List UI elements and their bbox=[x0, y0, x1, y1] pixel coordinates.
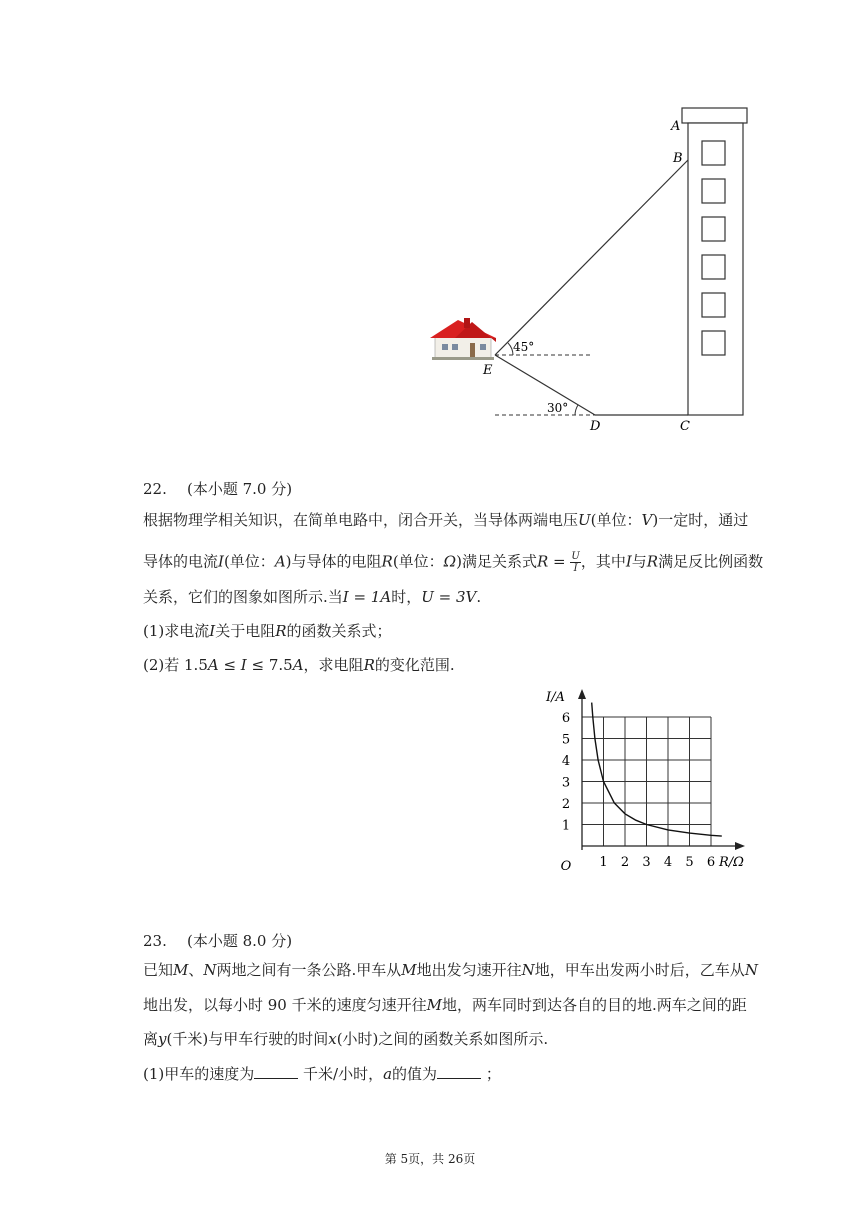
q22-text: ，求电阻 bbox=[303, 656, 364, 674]
q23-text: 离 bbox=[143, 1030, 159, 1048]
formula-r: R bbox=[536, 552, 549, 571]
q23-text: 的值为 bbox=[392, 1065, 438, 1083]
q23-text: ； bbox=[481, 1065, 501, 1083]
inequality: A ≤ I ≤ bbox=[207, 656, 269, 674]
q23-header bbox=[143, 930, 292, 951]
fraction-denominator: I bbox=[573, 563, 578, 574]
q23-text: 地出发，以每小时 90 千米的速度匀速开往 bbox=[143, 996, 427, 1014]
q23-line1-seg: M bbox=[173, 961, 189, 979]
line-eb bbox=[495, 160, 688, 355]
inverse-proportion-chart bbox=[540, 680, 765, 890]
answer-blank-a[interactable] bbox=[437, 1066, 481, 1079]
q22-text: (2)若 1.5 bbox=[143, 656, 208, 674]
var-r: R bbox=[363, 656, 375, 674]
formula-fraction bbox=[570, 551, 580, 574]
angle-arc-30 bbox=[575, 405, 578, 415]
q22-text: 满足反比例函数 bbox=[658, 552, 764, 571]
q22-text: 关于电阻 bbox=[215, 622, 276, 640]
q22-text: (单位： bbox=[392, 552, 444, 571]
label-d: D bbox=[590, 419, 601, 434]
place-m: M bbox=[426, 996, 442, 1014]
q22-text: . bbox=[476, 588, 482, 606]
angle-label-30: 30° bbox=[547, 401, 569, 415]
q22-text: )与导体的电阻 bbox=[285, 552, 382, 571]
q22-text: 与 bbox=[631, 552, 647, 571]
q23-sub1 bbox=[143, 1066, 501, 1082]
q22-text: 关系，它们的图象如图所示.当 bbox=[143, 588, 343, 606]
y-tick-label: 3 bbox=[561, 775, 571, 791]
answer-blank-speed[interactable] bbox=[254, 1066, 298, 1079]
y-tick-label: 6 bbox=[561, 711, 571, 726]
q22-text: (1)求电流 bbox=[143, 622, 210, 640]
y-axis-label: I/A bbox=[546, 690, 565, 705]
var-r: R bbox=[275, 622, 287, 640]
x-tick-label: 2 bbox=[620, 855, 630, 870]
q22-text: (单位： bbox=[590, 511, 642, 529]
label-e: E bbox=[483, 363, 493, 378]
x-tick-label: 1 bbox=[599, 855, 608, 870]
x-tick-label: 3 bbox=[642, 855, 651, 870]
y-tick-label: 5 bbox=[561, 732, 571, 748]
x-axis-arrow bbox=[735, 842, 745, 850]
formula-eq: = bbox=[548, 552, 571, 571]
var-r: R bbox=[381, 552, 393, 571]
var-r: R bbox=[646, 552, 659, 571]
var-y: y bbox=[158, 1030, 167, 1048]
y-axis-arrow bbox=[578, 689, 586, 699]
q22-text: (单位： bbox=[223, 552, 275, 571]
q22-line1 bbox=[143, 513, 748, 528]
q22-text: 的函数关系式； bbox=[286, 622, 392, 640]
var-i: I bbox=[209, 622, 216, 640]
x-tick-label: 6 bbox=[706, 855, 716, 870]
q23-line1-seg: N bbox=[521, 961, 535, 979]
page-footer: 第 5页，共 26页 bbox=[384, 1152, 476, 1166]
fraction-numerator: U bbox=[571, 551, 580, 562]
q23-number: 23. bbox=[143, 932, 167, 950]
q22-text: 7.5 bbox=[268, 656, 293, 674]
q23-text: (小时)之间的函数关系如图所示. bbox=[336, 1030, 549, 1048]
label-c: C bbox=[680, 419, 690, 434]
var-u: U bbox=[578, 511, 591, 529]
q22-sub2 bbox=[143, 658, 455, 673]
house-icon bbox=[430, 318, 496, 360]
y-tick-label: 4 bbox=[561, 754, 571, 769]
q22-text: 导体的电流 bbox=[143, 552, 219, 571]
q23-line1 bbox=[143, 963, 758, 978]
q23-line1-seg: 已知 bbox=[143, 961, 174, 979]
q22-text: )一定时，通过 bbox=[652, 511, 749, 529]
x-tick-label: 4 bbox=[663, 855, 673, 870]
y-tick-label: 1 bbox=[561, 818, 571, 834]
origin-label: O bbox=[560, 859, 572, 874]
q22-text: )满足关系式 bbox=[456, 552, 537, 571]
q23-line1-seg: N bbox=[744, 961, 758, 979]
q23-text: (千米)与甲车行驶的时间 bbox=[166, 1030, 329, 1048]
q23-line1-seg: N bbox=[203, 961, 217, 979]
q22-line2 bbox=[143, 551, 763, 574]
x-tick-label: 5 bbox=[685, 855, 694, 870]
q22-line3 bbox=[143, 590, 481, 605]
unit-a: A bbox=[274, 552, 286, 571]
q23-text: 千米/小时， bbox=[298, 1065, 384, 1083]
q22-text: 的变化范围. bbox=[374, 656, 455, 674]
q22-text: ，其中 bbox=[580, 552, 626, 571]
q23-line1-seg: M bbox=[401, 961, 417, 979]
q23-points: (本小题 8.0 分) bbox=[187, 932, 293, 950]
y-tick-label: 2 bbox=[561, 797, 571, 812]
q22-points: (本小题 7.0 分) bbox=[187, 480, 293, 498]
x-axis-label: R/Ω bbox=[719, 855, 744, 870]
q23-line1-seg: 两地之间有一条公路.甲车从 bbox=[216, 961, 402, 979]
q23-text: 地，两车同时到达各自的目的地.两车之间的距 bbox=[441, 996, 747, 1014]
q22-text: 时， bbox=[391, 588, 422, 606]
q23-line1-seg: 、 bbox=[188, 961, 204, 979]
condition-i: I = 1A bbox=[342, 588, 392, 606]
q23-line2 bbox=[143, 998, 747, 1013]
angle-label-45: 45° bbox=[513, 340, 535, 354]
building-angle-figure bbox=[410, 100, 760, 440]
var-a: a bbox=[383, 1065, 393, 1083]
q22-text: 根据物理学相关知识，在简单电路中，闭合开关，当导体两端电压 bbox=[143, 511, 579, 529]
q22-number: 22. bbox=[143, 480, 167, 498]
unit-a: A bbox=[292, 656, 304, 674]
line-ed bbox=[495, 355, 595, 415]
var-i: I bbox=[625, 552, 632, 571]
q23-line1-seg: 地出发匀速开往 bbox=[416, 961, 522, 979]
var-i: I bbox=[218, 552, 224, 571]
building-roof bbox=[682, 108, 747, 123]
q22-header bbox=[143, 478, 292, 499]
q23-line1-seg: 地，甲车出发两小时后，乙车从 bbox=[534, 961, 745, 979]
inverse-curve bbox=[592, 703, 722, 837]
label-b: B bbox=[673, 151, 683, 166]
q23-line3 bbox=[143, 1032, 548, 1047]
label-a: A bbox=[671, 119, 681, 134]
q23-text: (1)甲车的速度为 bbox=[143, 1065, 255, 1083]
unit-v: V bbox=[641, 511, 653, 529]
condition-u: U = 3V bbox=[421, 588, 477, 606]
unit-ohm: Ω bbox=[443, 552, 457, 571]
var-x: x bbox=[328, 1030, 337, 1048]
q22-sub1 bbox=[143, 624, 392, 639]
